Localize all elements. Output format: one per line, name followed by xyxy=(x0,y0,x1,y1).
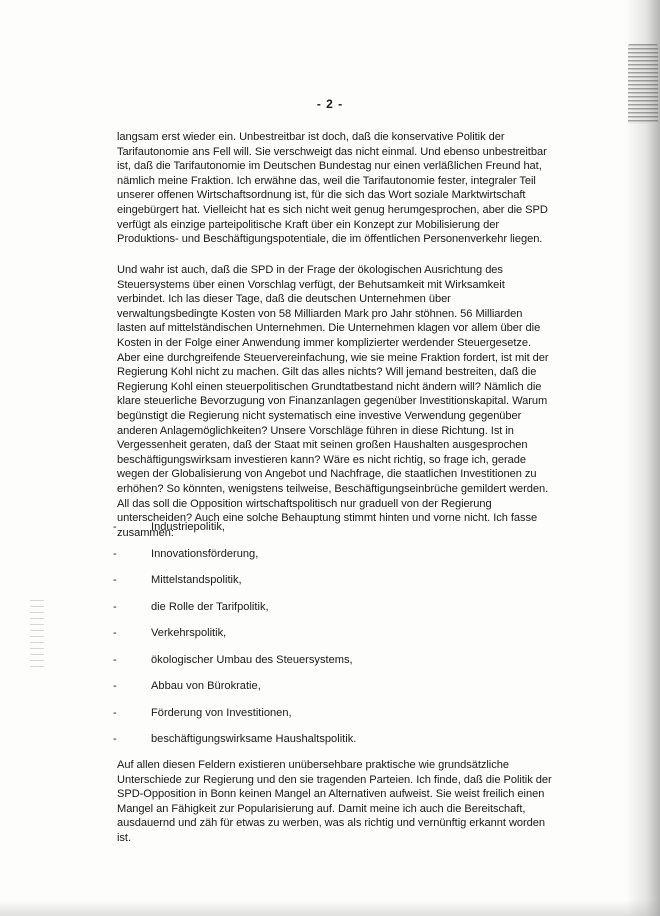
scan-binding-mark xyxy=(628,44,658,124)
list-dash: - xyxy=(113,653,117,666)
paragraph-text: Und wahr ist auch, daß die SPD in der Frage der ökologischen Ausrichtung des Steuersystems über einen Vorschlag verfügt, der Behutsamkeit mit Wirksamkeit verbindet. Ich las dieser Tage, daß die deutschen Unternehmen über verwaltungsbedingte Kosten von 58 Milliarden Mark pro Jahr stöhnen. 56 Milliarden lasten auf mittelständischen Unternehmen. Die Unternehmen klagen vor allem über die Kosten in der Folge einer Anwendung immer komplizierter werdender Steuergesetze. Aber eine durchgreifende Steuervereinfachung, wie sie meine Fraktion fordert, ist mit der Regierung Kohl nicht zu machen. Gilt das alles nichts? Will jemand bestreiten, daß die Regierung Kohl einen steuerpolitischen Grundtatbestand nicht ändern will? Nämlich die klare steuerliche Bevorzugung von Finanzanlagen gegenüber Investitionskapital. Warum begünstigt die Regierung nicht systematisch eine investive Verwendung gegenüber anderen Anlagemöglichkeiten? Unsere Vorschläge führen in diese Richtung. Ist in Vergessenheit geraten, daß der Staat mit seinen großen Haushalten ausgesprochen beschäftigungswirksam investieren kann? Wäre es nicht richtig, so frage ich, gerade wegen der Globalisierung von Angebot und Nachfrage, die staatlichen Investitionen zu erhöhen? So könnten, wenigstens teilweise, Beschäftigungseinbrüche gemildert werden. All das soll die Opposition wirtschaftspolitisch nur graduell von der Regierung unterscheiden? Auch eine solche Behauptung stimmt hinten und vorne nicht. Ich fasse zusammen: xyxy=(117,264,549,539)
list-dash: - xyxy=(113,574,117,586)
paragraph-1 xyxy=(117,130,553,247)
list-dash: - xyxy=(113,600,117,613)
list-dash: - xyxy=(113,521,117,533)
list-item-text: Verkehrspolitik, xyxy=(151,627,227,639)
scan-speckle xyxy=(30,600,44,670)
list-dash: - xyxy=(113,680,117,692)
list-item-text: Mittelstandspolitik, xyxy=(151,574,242,586)
page-number: - 2 - xyxy=(316,97,344,111)
paragraph-3 xyxy=(117,758,553,846)
list-item-text: beschäftigungswirksame Haushaltspolitik. xyxy=(151,733,357,745)
list-item-text: Förderung von Investitionen, xyxy=(151,706,292,719)
list-item-text: Abbau von Bürokratie, xyxy=(151,680,261,692)
paragraph-2 xyxy=(117,263,553,540)
list-item-text: Industriepolitik, xyxy=(151,521,225,533)
list-dash: - xyxy=(113,547,117,560)
paragraph-text: langsam erst wieder ein. Unbestreitbar ist doch, daß die konservative Politik der Tarifautonomie ans Fell will. Sie verschweigt das nicht einmal. Und ebenso unbestreitbar ist, daß die Tarifautonomie im Deutschen Bundestag nur einen verläßlichen Freund hat, nämlich meine Fraktion. Ich erwähne das, weil die Tarifautonomie fester, integraler Teil unserer offenen Wirtschaftsordnung ist, für die sich das Wort soziale Marktwirtschaft eingebürgert hat. Vielleicht hat es sich nicht weit genug herumgesprochen, aber die SPD verfügt als einzige parteipolitische Kraft über ein Konzept zur Mobilisierung der Produktions- und Beschäftigungspotentiale, die im öffentlichen Personenverkehr liegen. xyxy=(117,131,548,246)
scan-edge-shadow xyxy=(626,0,660,916)
list-item-text: Innovationsförderung, xyxy=(151,547,259,560)
list-item-text: ökologischer Umbau des Steuersystems, xyxy=(151,653,353,666)
list-item-text: die Rolle der Tarifpolitik, xyxy=(151,600,269,613)
list-dash: - xyxy=(113,627,117,639)
list-dash: - xyxy=(113,706,117,719)
paragraph-text: Auf allen diesen Feldern existieren unübersehbare praktische wie grundsätzliche Unterschiede zur Regierung und den sie tragenden Parteien. Ich finde, daß die Politik der SPD-Opposition in Bonn keinen Mangel an Alternativen aufweist. Sie weist freilich einen Mangel an Fähigkeit zur Popularisierung auf. Damit meine ich auch die Bereitschaft, ausdauernd und zäh für etwas zu werben, was als richtig und vernünftig erkannt worden ist. xyxy=(117,759,552,844)
list-dash: - xyxy=(113,733,117,745)
scan-bottom-shadow xyxy=(0,900,660,916)
